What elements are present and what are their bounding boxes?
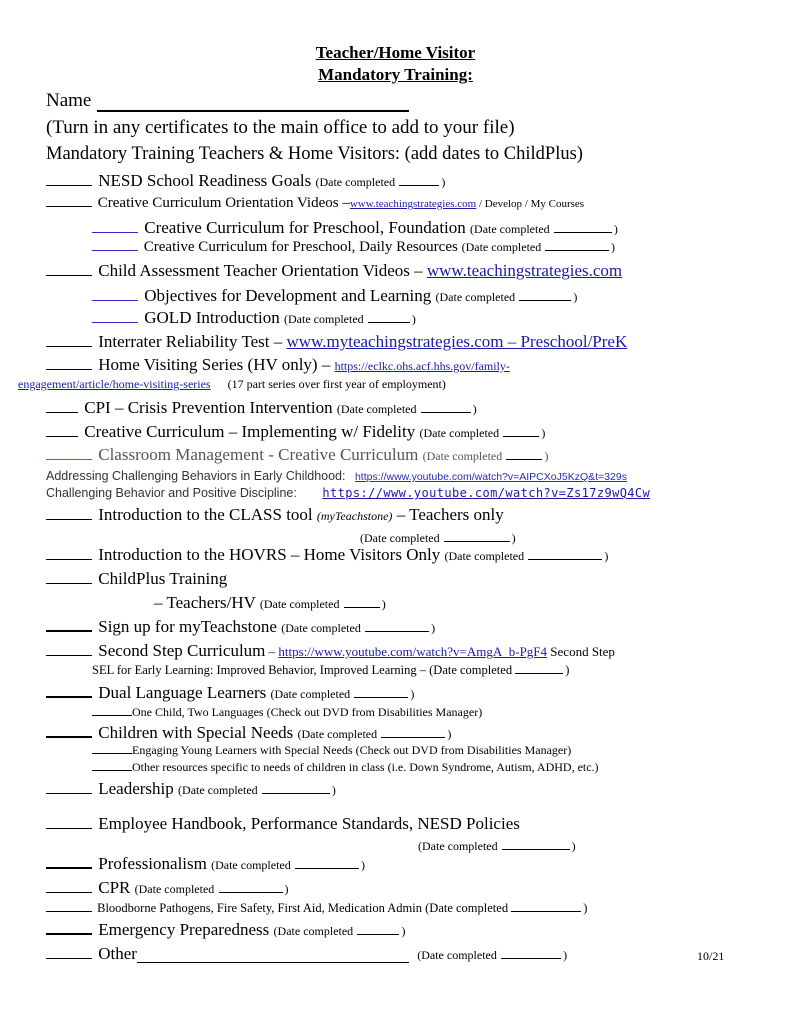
paren: ) xyxy=(565,663,570,677)
date-label: (Date completed xyxy=(429,663,513,677)
revision-date: 10/21 xyxy=(697,949,725,963)
item-label: Employee Handbook, Performance Standards, NESD Policies xyxy=(98,814,520,833)
item-cc-foundation xyxy=(92,219,618,236)
item-label: Creative Curriculum for Preschool, Foundation xyxy=(144,218,466,237)
item-cpi xyxy=(46,399,477,416)
item-childplus-teachers xyxy=(154,594,386,611)
page-title: Teacher/Home Visitor xyxy=(315,43,476,62)
check-blank[interactable] xyxy=(92,299,138,301)
paren: ) xyxy=(410,687,415,701)
date-field[interactable] xyxy=(515,672,563,674)
eclkc-link-cont[interactable]: engagement/article/home-visiting-series xyxy=(18,377,211,391)
item-second-step-line2 xyxy=(92,664,569,677)
item-other xyxy=(46,945,567,963)
paren: ) xyxy=(583,901,588,915)
date-label: (Date completed xyxy=(418,839,498,853)
item-label: CPI – Crisis Prevention Intervention xyxy=(84,398,333,417)
paren: ) xyxy=(571,839,576,853)
date-field[interactable] xyxy=(444,540,510,542)
paren: ) xyxy=(610,240,615,254)
item-gold xyxy=(92,309,416,326)
item-label: Introduction to the HOVRS – Home Visitors Only xyxy=(98,545,441,564)
check-blank[interactable] xyxy=(46,957,92,959)
page-subtitle: Mandatory Training: xyxy=(318,65,473,84)
item-label: Challenging Behavior and Positive Discipline: xyxy=(46,486,297,500)
date-label: (Date completed xyxy=(336,402,417,416)
class-tool-date xyxy=(360,530,516,546)
handbook-date xyxy=(418,838,576,854)
paren: ) xyxy=(573,290,578,304)
paren: ) xyxy=(511,531,516,545)
date-label: (Date completed xyxy=(270,687,351,701)
paren: ) xyxy=(284,882,289,896)
item-label: Sign up for myTeachstone xyxy=(98,617,277,636)
item-special-needs xyxy=(46,724,451,741)
item-professionalism xyxy=(46,855,365,872)
check-blank[interactable] xyxy=(46,866,92,869)
date-label: (Date completed xyxy=(281,621,361,635)
check-blank[interactable] xyxy=(46,629,92,632)
name-label: Name xyxy=(46,90,92,111)
paren: ) xyxy=(604,549,609,563)
paren: ) xyxy=(381,597,386,611)
section-heading: Mandatory Training Teachers & Home Visitors: (add dates to ChildPlus) xyxy=(46,144,583,164)
item-hovrs xyxy=(46,546,608,563)
date-label: (Date completed xyxy=(444,549,525,563)
item-home-visiting xyxy=(46,356,510,373)
series-note: (17 part series over first year of employment) xyxy=(227,377,446,391)
item-special-needs-sub1 xyxy=(92,744,571,756)
date-label: (Date completed xyxy=(435,290,516,304)
myteachstone-note: (myTeachstone) xyxy=(316,509,393,523)
item-label: Second Step Curriculum xyxy=(98,641,266,660)
item-label: Objectives for Development and Learning xyxy=(144,286,432,305)
item-label: Creative Curriculum for Preschool, Daily Resources xyxy=(143,239,458,255)
item-myteachstone xyxy=(46,618,435,635)
name-field[interactable] xyxy=(97,91,409,112)
paren: ) xyxy=(441,175,446,189)
item-label: SEL for Early Learning: Improved Behavior, Improved Learning – xyxy=(92,663,430,677)
check-blank[interactable] xyxy=(92,321,138,323)
check-blank[interactable] xyxy=(92,752,132,754)
date-label: (Date completed xyxy=(419,426,500,440)
item-bloodborne xyxy=(46,902,587,915)
date-field[interactable] xyxy=(503,435,539,437)
date-field[interactable] xyxy=(502,848,570,850)
date-label: (Date completed xyxy=(297,727,378,741)
check-blank[interactable] xyxy=(46,205,92,207)
item-label: Creative Curriculum – Implementing w/ Fidelity xyxy=(84,422,416,441)
date-field[interactable] xyxy=(501,957,561,959)
paren: ) xyxy=(541,426,546,440)
item-label: Engaging Young Learners with Special Needs (Check out DVD from Disabilities Manager) xyxy=(132,743,572,757)
paren: ) xyxy=(331,783,336,797)
second-step-suffix: Second Step xyxy=(547,644,615,659)
teachingstrategies-link[interactable]: www.teachingstrategies.com xyxy=(349,198,477,210)
item-cc-videos xyxy=(46,196,584,211)
date-label: (Date completed xyxy=(422,449,503,463)
item-label: One Child, Two Languages (Check out DVD from Disabilities Manager) xyxy=(132,705,483,719)
item-label: Other xyxy=(98,944,137,963)
certificates-note: (Turn in any certificates to the main office to add to your file) xyxy=(46,117,515,138)
date-field[interactable] xyxy=(506,458,542,460)
date-label: (Date completed xyxy=(211,858,291,872)
item-handbook xyxy=(46,815,520,832)
eclkc-link[interactable]: https://eclkc.ohs.acf.hhs.gov/family- xyxy=(334,359,510,373)
date-label: (Date completed xyxy=(178,783,258,797)
date-label: (Date completed xyxy=(470,222,550,236)
other-description-field[interactable] xyxy=(137,945,409,963)
date-label: (Date completed xyxy=(360,531,440,545)
paren: ) xyxy=(544,449,549,463)
check-blank[interactable] xyxy=(46,345,92,347)
item-label: Children with Special Needs xyxy=(98,723,294,742)
check-blank[interactable] xyxy=(46,435,78,437)
item-label: Professionalism xyxy=(98,854,207,873)
date-field[interactable] xyxy=(511,910,581,912)
check-blank[interactable] xyxy=(46,274,92,276)
date-field[interactable] xyxy=(365,630,429,632)
date-label: (Date completed xyxy=(259,597,340,611)
date-field[interactable] xyxy=(262,792,330,794)
item-label: Child Assessment Teacher Orientation Videos – xyxy=(98,261,427,280)
youtube-link-second-step[interactable]: https://www.youtube.com/watch?v=AmgA_b-PgF4 xyxy=(278,644,548,659)
item-child-assessment xyxy=(46,262,622,279)
date-field[interactable] xyxy=(519,299,571,301)
item-label: Creative Curriculum Orientation Videos – xyxy=(97,195,350,211)
date-label: (Date completed xyxy=(461,240,542,254)
check-blank[interactable] xyxy=(46,654,92,656)
item-childplus xyxy=(46,570,227,587)
item-label: Interrater Reliability Test – xyxy=(98,332,287,351)
myteachingstrategies-link[interactable]: www.myteachingstrategies.com – Preschool/PreK xyxy=(286,332,628,351)
date-field[interactable] xyxy=(421,411,471,413)
item-label: GOLD Introduction xyxy=(144,308,280,327)
item-label: Other resources specific to needs of children in class (i.e. Down Syndrome, Autism, ADHD, etc.) xyxy=(132,760,599,774)
youtube-link-behaviors[interactable]: https://www.youtube.com/watch?v=AIPCXoJ5KzQ&t=329s xyxy=(354,471,627,483)
date-label: (Date completed xyxy=(284,312,364,326)
check-blank[interactable] xyxy=(92,714,132,716)
item-special-needs-sub2 xyxy=(92,761,599,773)
date-label: (Date completed xyxy=(417,948,497,962)
item-label: Dual Language Learners xyxy=(98,683,267,702)
check-blank[interactable] xyxy=(46,827,92,829)
check-blank[interactable] xyxy=(46,582,92,584)
item-label: Introduction to the CLASS tool xyxy=(98,505,317,524)
date-field[interactable] xyxy=(399,184,439,186)
item-interrater xyxy=(46,333,627,350)
item-cc-daily xyxy=(92,240,615,255)
paren: ) xyxy=(401,924,406,938)
item-label: ChildPlus Training xyxy=(98,569,228,588)
date-field[interactable] xyxy=(357,933,399,935)
item-label: NESD School Readiness Goals xyxy=(98,171,312,190)
paren: ) xyxy=(613,222,618,236)
item-dll xyxy=(46,684,414,701)
item-cc-fidelity xyxy=(46,423,545,440)
audience-note: – Teachers only xyxy=(392,505,504,524)
check-blank[interactable] xyxy=(92,231,138,233)
date-field[interactable] xyxy=(368,321,410,323)
item-label: Leadership xyxy=(98,779,174,798)
item-label: Addressing Challenging Behaviors in Early Childhood: xyxy=(46,469,346,483)
date-field[interactable] xyxy=(219,891,283,893)
date-label: (Date completed xyxy=(315,175,396,189)
date-field[interactable] xyxy=(554,231,612,233)
item-leadership xyxy=(46,780,336,797)
item-addressing-behaviors xyxy=(46,470,627,483)
item-emergency xyxy=(46,921,405,938)
paren: ) xyxy=(361,858,365,872)
paren: ) xyxy=(447,727,452,741)
date-label: (Date completed xyxy=(134,882,215,896)
date-field[interactable] xyxy=(545,249,609,251)
date-field[interactable] xyxy=(295,867,359,869)
check-blank[interactable] xyxy=(92,249,138,251)
item-label: CPR xyxy=(98,878,131,897)
date-field[interactable] xyxy=(381,736,445,738)
path-note: / Develop / My Courses xyxy=(476,198,585,210)
check-blank[interactable] xyxy=(46,891,92,893)
date-label: (Date completed xyxy=(425,901,509,915)
item-label: Emergency Preparedness xyxy=(98,920,270,939)
dash: – xyxy=(265,644,279,659)
date-field[interactable] xyxy=(528,558,602,560)
item-label: Classroom Management - Creative Curriculum xyxy=(98,445,419,464)
check-blank[interactable] xyxy=(46,368,92,370)
date-field[interactable] xyxy=(354,696,408,698)
check-blank[interactable] xyxy=(46,411,78,413)
item-positive-discipline xyxy=(46,487,650,500)
check-blank[interactable] xyxy=(46,458,92,460)
item-label: Bloodborne Pathogens, Fire Safety, First Aid, Medication Admin xyxy=(97,901,422,915)
youtube-link-discipline[interactable]: https://www.youtube.com/watch?v=Zs17z9wQ4Cw xyxy=(322,486,651,500)
item-home-visiting-line2 xyxy=(18,378,446,390)
date-label: (Date completed xyxy=(273,924,354,938)
paren: ) xyxy=(431,621,436,635)
paren: ) xyxy=(563,948,568,962)
item-classroom-mgmt xyxy=(46,446,548,463)
check-blank[interactable] xyxy=(46,184,92,186)
date-field[interactable] xyxy=(344,606,380,608)
check-blank[interactable] xyxy=(92,769,132,771)
teachingstrategies-link[interactable]: www.teachingstrategies.com xyxy=(426,261,623,280)
item-class-tool xyxy=(46,506,504,523)
check-blank[interactable] xyxy=(46,735,92,738)
paren: ) xyxy=(411,312,416,326)
paren: ) xyxy=(472,402,477,416)
item-label: – Teachers/HV xyxy=(154,593,256,612)
item-dll-sub xyxy=(92,706,482,718)
check-blank[interactable] xyxy=(46,932,92,935)
check-blank[interactable] xyxy=(46,695,92,698)
item-objectives xyxy=(92,287,577,304)
item-label: Home Visiting Series (HV only) – xyxy=(98,355,335,374)
item-second-step xyxy=(46,642,615,659)
check-blank[interactable] xyxy=(46,558,92,560)
name-row xyxy=(46,91,409,112)
check-blank[interactable] xyxy=(46,792,92,794)
item-cpr xyxy=(46,879,289,896)
check-blank[interactable] xyxy=(46,518,92,520)
check-blank[interactable] xyxy=(46,910,92,912)
item-nesd-goals xyxy=(46,172,445,189)
